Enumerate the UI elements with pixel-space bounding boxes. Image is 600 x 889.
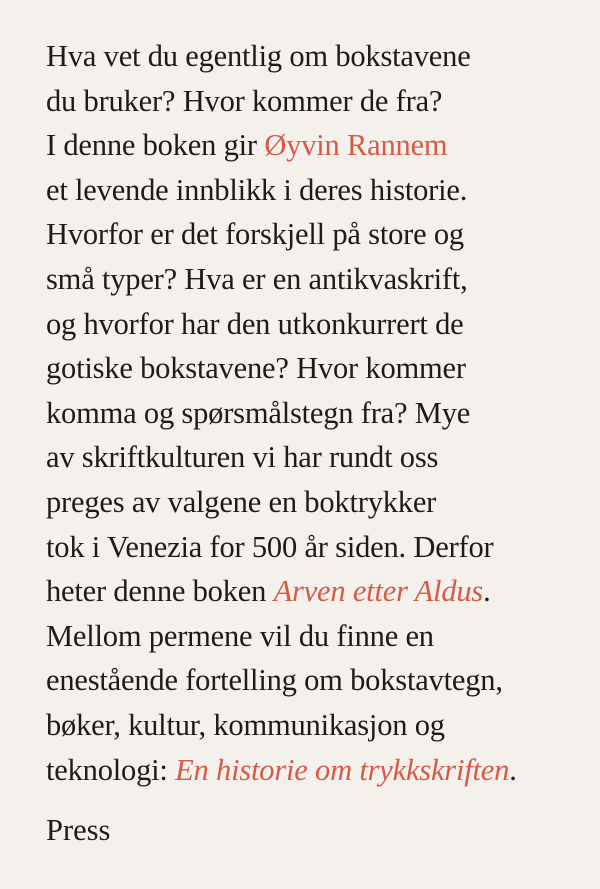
blurb-line: du bruker? Hvor kommer de fra? (46, 83, 443, 118)
blurb-line: og hvorfor har den utkonkurrert de (46, 306, 464, 341)
blurb-line (46, 748, 586, 793)
blurb-line: bøker, kultur, kommunikasjon og (46, 707, 445, 742)
blurb-text: teknologi: (46, 752, 176, 787)
blurb-text: I denne boken gir (46, 128, 265, 163)
blurb-line: et levende innblikk i deres historie. (46, 172, 468, 207)
author-name: Øyvin Rannem (264, 128, 448, 163)
blurb-line: små typer? Hva er en antikvaskrift, (46, 261, 468, 296)
publisher-name: Press (46, 813, 111, 847)
blurb-line: tok i Venezia for 500 år siden. Derfor (46, 529, 494, 564)
book-subtitle: En historie om trykkskriften (175, 752, 510, 787)
blurb-line (46, 123, 586, 168)
blurb-text: . (483, 574, 491, 609)
blurb-line: preges av valgene en boktrykker (46, 484, 437, 519)
blurb-line: gotiske bokstavene? Hvor kommer (46, 351, 466, 386)
blurb-text: heter denne boken (46, 574, 274, 609)
blurb-line: av skriftkulturen vi har rundt oss (46, 440, 439, 475)
blurb-line: Hva vet du egentlig om bokstavene (46, 39, 471, 73)
blurb-line: komma og spørsmålstegn fra? Mye (46, 395, 471, 430)
book-title: Arven etter Aldus (273, 574, 484, 609)
cover-blurb (46, 34, 586, 792)
blurb-line (46, 569, 586, 614)
blurb-line: Hvorfor er det forskjell på store og (46, 217, 464, 252)
blurb-line: enestående fortelling om bokstavtegn, (46, 663, 503, 698)
blurb-line: Mellom permene vil du finne en (46, 618, 434, 653)
blurb-text: . (509, 752, 517, 787)
